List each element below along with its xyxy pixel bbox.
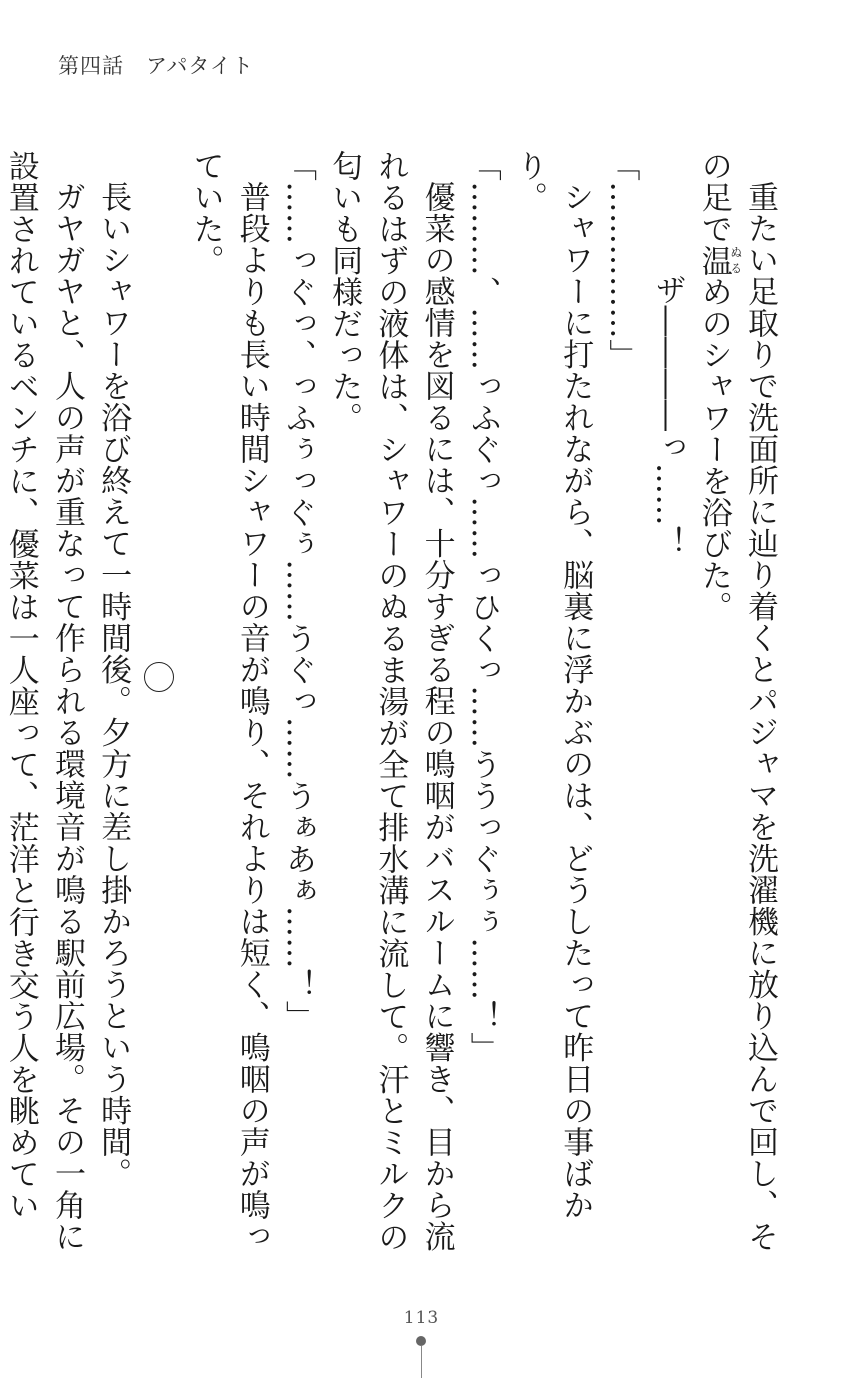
dialogue-line: 「………、……っふぐっ……っひくっ……ううっぐぅぅ……！」 [464,150,501,1064]
footer-dot-icon [416,1336,426,1346]
paragraph: ガヤガヤと、人の声が重なって作られる環境音が鳴る駅前広場。その一角に設置されているベンチに、優菜は一人座って、茫洋と行き交う人を眺めてい [2,150,85,1252]
paragraph: 普段よりも長い時間シャワーの音が鳴り、それよりは短く、鳴咽の声が鳴っていた。 [187,150,270,1252]
dialogue-line: 「……っぐっ、っふぅっぐぅ……うぐっ……うぁあぁ……！」 [279,150,316,1032]
ruby-reading: ぬる [728,244,743,276]
vertical-text-body [2,150,783,1260]
dialogue-line: 「……………」 [603,150,640,371]
paragraph: 重たい足取りで洗面所に辿り着くとパジャマを洗濯機に放り込んで回し、その足で温ぬるめのシャワーを浴びた。 [695,150,778,1252]
paragraph: シャワーに打たれながら、脳裏に浮かぶのは、どうしたって昨日の事ばかり。 [510,150,594,1221]
footer-divider [421,1346,422,1378]
scene-break-circle-icon [144,662,174,692]
paragraph: 長いシャワーを浴び終えて一時間後。夕方に差し掛かろうという時間。 [95,181,132,1189]
paragraph: 優菜の感情を図るには、十分すぎる程の鳴咽がバスルームに響き、目から流れるはずの液体は、シャワーのぬるま湯が全て排水溝に流して。汗とミルクの匂いも同様だった。 [326,150,455,1253]
page-number: 113 [403,1308,440,1328]
ruby-annotation: 温ぬる [695,244,743,276]
page-footer [0,1308,843,1328]
sound-effect-line: ザ――――っ……！ [649,274,686,558]
chapter-title: 第四話 アパタイト [58,54,254,78]
scene-break [136,150,182,1260]
